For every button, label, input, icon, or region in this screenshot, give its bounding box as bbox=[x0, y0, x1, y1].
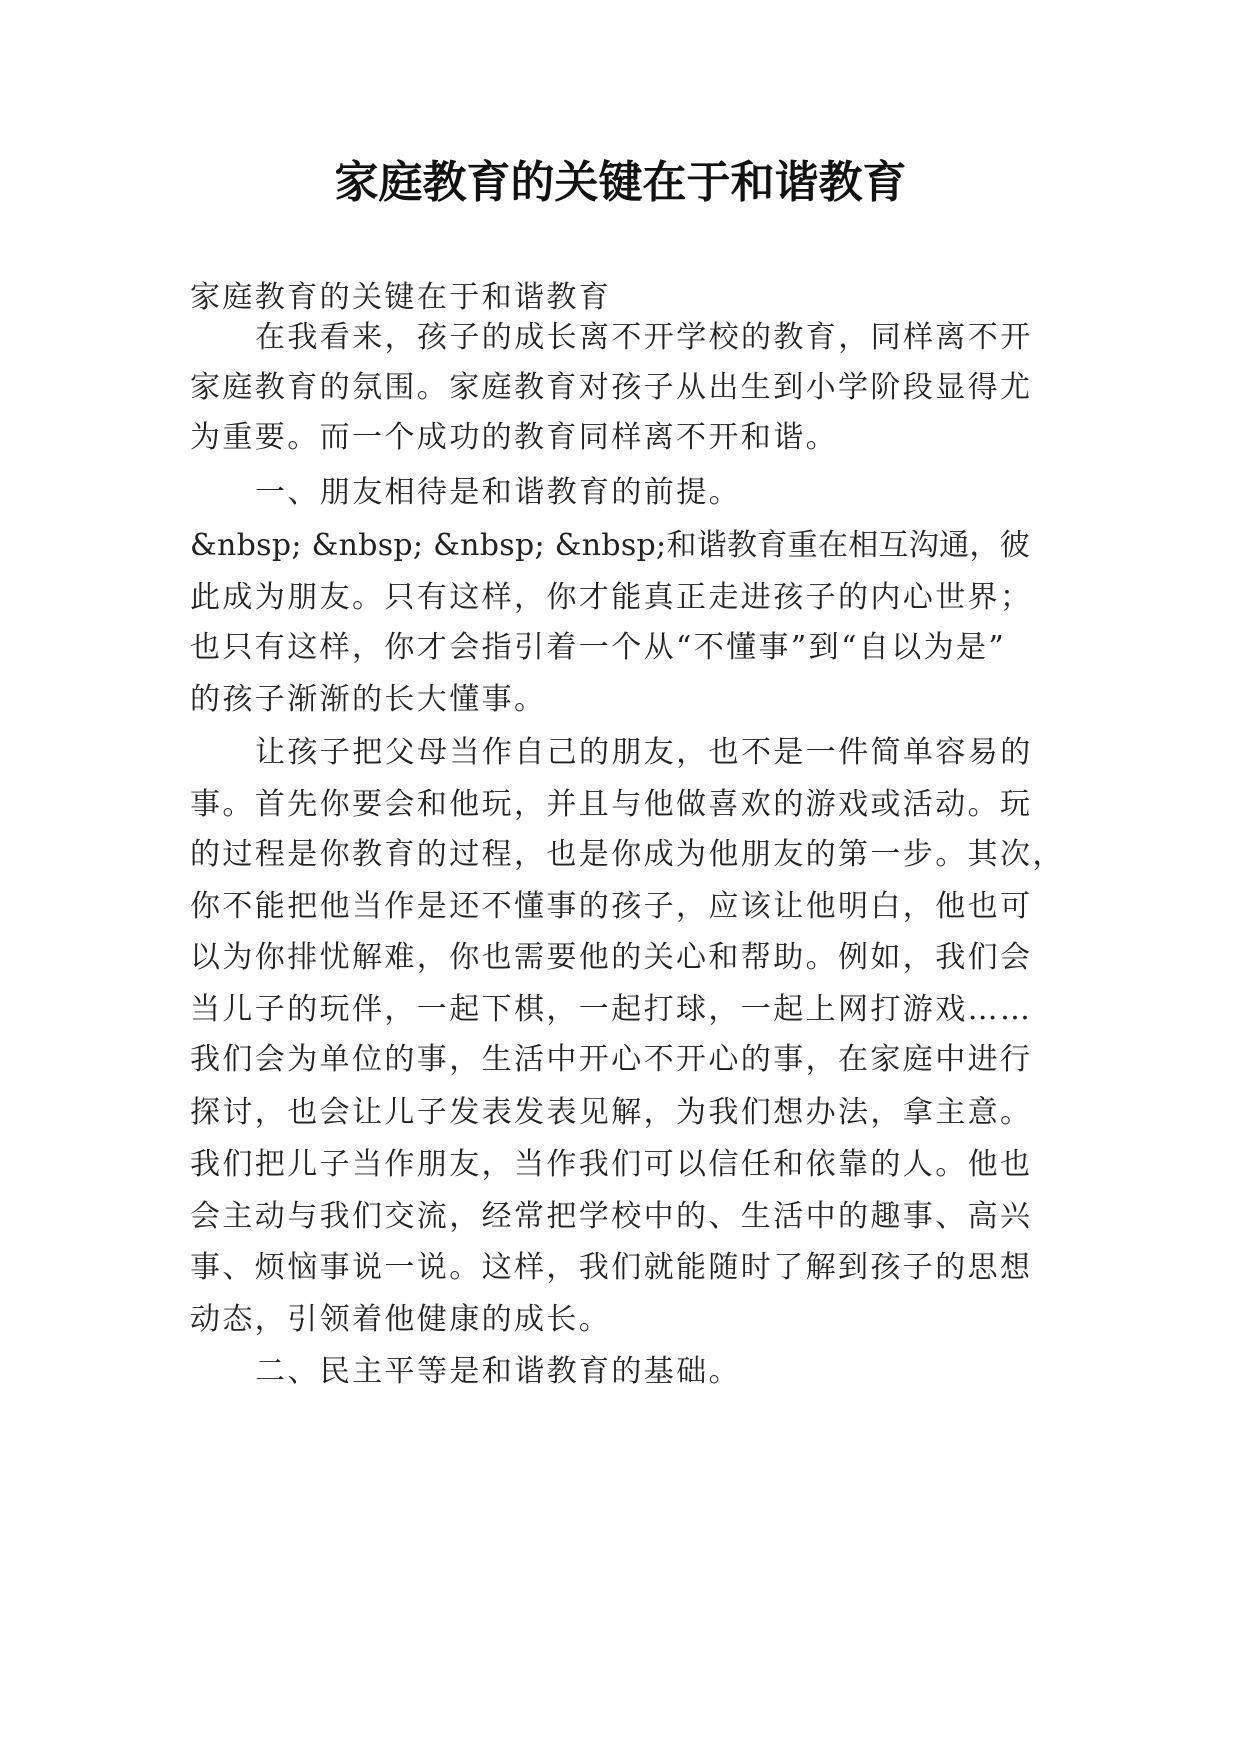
paragraph-line: 在我看来，孩子的成长离不开学校的教育，同样离不开 bbox=[255, 320, 1033, 355]
paragraph-line: 我们会为单位的事，生活中开心不开心的事，在家庭中进行 bbox=[190, 1042, 1033, 1077]
paragraph-line: 也只有这样，你才会指引着一个从“不懂事”到“自以为是” bbox=[190, 630, 1007, 665]
paragraph-line: 事。首先你要会和他玩，并且与他做喜欢的游戏或活动。玩 bbox=[190, 787, 1033, 822]
paragraph-line: 当儿子的玩伴，一起下棋，一起打球，一起上网打游戏…… bbox=[190, 992, 1033, 1027]
paragraph-line: 你不能把他当作是还不懂事的孩子，应该让他明白，他也可 bbox=[190, 889, 1033, 924]
paragraph-line: 家庭教育的氛围。家庭教育对孩子从出生到小学阶段显得尤 bbox=[190, 370, 1033, 405]
section-heading: 二、民主平等是和谐教育的基础。 bbox=[255, 1354, 741, 1389]
paragraph-line: 的过程是你教育的过程，也是你成为他朋友的第一步。其次， bbox=[190, 837, 1065, 872]
paragraph-line: 为重要。而一个成功的教育同样离不开和谐。 bbox=[190, 420, 838, 455]
document-title: 家庭教育的关键在于和谐教育 bbox=[334, 157, 907, 208]
paragraph-line: 让孩子把父母当作自己的朋友，也不是一件简单容易的 bbox=[255, 735, 1033, 770]
section-heading: 一、朋友相待是和谐教育的前提。 bbox=[255, 475, 741, 510]
paragraph-line: 会主动与我们交流，经常把学校中的、生活中的趣事、高兴 bbox=[190, 1199, 1033, 1234]
paragraph-line: 探讨，也会让儿子发表发表见解，为我们想办法，拿主意。 bbox=[190, 1095, 1033, 1130]
paragraph-line: 我们把儿子当作朋友，当作我们可以信任和依靠的人。他也 bbox=[190, 1147, 1033, 1182]
paragraph-line: &nbsp; &nbsp; &nbsp; &nbsp;和谐教育重在相互沟通，彼 bbox=[190, 528, 1031, 563]
paragraph-line: 的孩子渐渐的长大懂事。 bbox=[190, 682, 547, 717]
paragraph-line: 动态，引领着他健康的成长。 bbox=[190, 1302, 612, 1337]
paragraph-line: 事、烦恼事说一说。这样，我们就能随时了解到孩子的思想 bbox=[190, 1250, 1033, 1285]
paragraph-line: 以为你排忧解难，你也需要他的关心和帮助。例如，我们会 bbox=[190, 940, 1033, 975]
paragraph-line: 此成为朋友。只有这样，你才能真正走进孩子的内心世界； bbox=[190, 580, 1033, 615]
subtitle-line: 家庭教育的关键在于和谐教育 bbox=[190, 280, 612, 315]
